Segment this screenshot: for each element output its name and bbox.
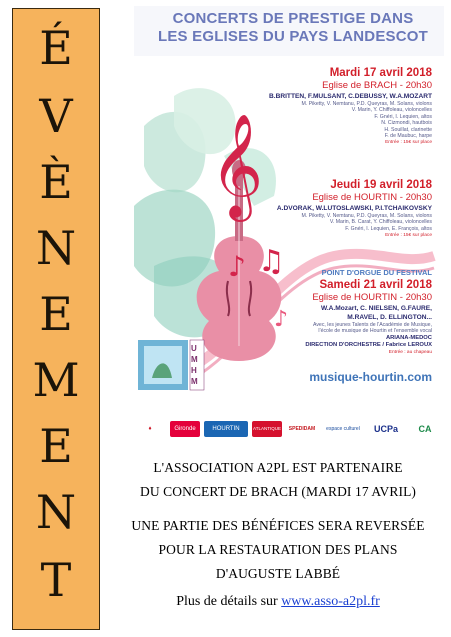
benefit-line-3: D'AUGUSTE LABBÉ — [215, 566, 341, 581]
performer-line: F. Gnéri, I. Lequien, E. François, altos — [345, 225, 432, 232]
banner-letter: V — [39, 89, 73, 143]
concert-date: Samedi 21 avril 2018 — [319, 279, 432, 291]
ensemble-name: ARIANA-MEDOC — [385, 334, 432, 341]
banner-letter: E — [39, 419, 73, 473]
partner-line-1: L'ASSOCIATION A2PL EST PARTENAIRE — [153, 460, 403, 475]
poster-title-line: LES EGLISES DU PAYS LANDESCOT — [157, 28, 428, 45]
more-details — [110, 594, 446, 610]
svg-text:♪: ♪ — [274, 307, 289, 332]
concert-composers: B.BRITTEN, F.MULSANT, C.DEBUSSY, W.A.MOZART — [268, 93, 432, 100]
performer-line: H. Souillat, clarinette — [384, 126, 432, 133]
svg-text:𝄞: 𝄞 — [210, 113, 264, 218]
performer-line: V. Marin, Y. Chiffoleau, violoncelles — [351, 107, 432, 114]
concert-venue: Eglise de HOURTIN - 20h30 — [312, 292, 432, 303]
performer-line: M. Piketty, V. Nemtanu, P.D. Queyras, M. Solans, violons — [301, 213, 432, 219]
svg-text:♫: ♫ — [258, 244, 285, 279]
direction-line: DIRECTION D'ORCHESTRE / Fabrice LEROUX — [305, 341, 432, 348]
banner-letter: N — [35, 221, 77, 275]
concert-venue: Eglise de BRACH - 20h30 — [322, 80, 432, 91]
sponsor-logos — [134, 418, 446, 440]
festival-highlight: POINT D'ORGUE DU FESTIVAL — [321, 268, 432, 277]
concert-venue: Eglise de HOURTIN - 20h30 — [312, 192, 432, 203]
concert-poster — [134, 6, 444, 410]
banner-letter: È — [39, 155, 73, 209]
banner-letter: E — [39, 287, 73, 341]
sponsor-logo: CA — [408, 421, 442, 437]
vertical-banner — [12, 8, 100, 630]
concert-date: Jeudi 19 avril 2018 — [330, 179, 432, 191]
sponsor-logo: ATLANTIQUE — [252, 421, 282, 437]
partner-line-2: DU CONCERT DE BRACH (MARDI 17 AVRIL) — [139, 484, 417, 499]
sponsor-logo: SPEDIDAM — [286, 421, 318, 437]
poster-url: musique-hourtin.com — [309, 370, 432, 384]
poster-title — [148, 10, 438, 46]
concert-price: Entrée : au chapeau — [388, 349, 432, 355]
concert-composers: A.DVORAK, W.LUTOSLAWSKI, P.I.TCHAIKOVSKY — [276, 205, 432, 212]
sponsor-logo: Gironde — [170, 421, 200, 437]
banner-letter: É — [39, 21, 73, 75]
benefit-line-1: UNE PARTIE DES BÉNÉFICES SERA REVERSÉE — [131, 518, 425, 533]
sponsor-logo: ♦ — [134, 421, 166, 437]
sponsor-logo: espace culturel — [322, 421, 364, 437]
concert-3 — [305, 268, 432, 356]
concert-price: Entrée : 15€ sur place — [385, 140, 432, 146]
poster-title-line: CONCERTS DE PRESTIGE DANS — [172, 10, 414, 27]
svg-text:♪: ♪ — [228, 250, 246, 283]
benefit-line-2: POUR LA RESTAURATION DES PLANS — [158, 542, 398, 557]
sponsor-logo: UCPa — [368, 421, 404, 437]
performer-line: M. Piketty, V. Nemtanu, P.D. Queyras, M. Solans, violons — [301, 101, 432, 107]
organizer-logo-text: UMHM — [191, 344, 198, 386]
concert-1 — [269, 66, 432, 146]
concert-price: Entrée : 15€ sur place — [385, 233, 432, 239]
concert-composers: W.A.Mozart, C. NIELSEN, G.FAURE, — [320, 305, 432, 312]
concert-date: Mardi 17 avril 2018 — [329, 67, 432, 79]
banner-letter: T — [40, 553, 72, 607]
more-details-prefix: Plus de détails sur — [176, 594, 278, 609]
concert-composers: M.RAVEL, D. ELLINGTON... — [347, 314, 432, 321]
concert-note: Avec, les jeunes Talents de l'Académie de Musique, — [312, 322, 432, 328]
banner-letter: M — [32, 353, 80, 407]
performer-line: F. de Maubuc, harpe — [384, 133, 432, 140]
performer-line: N. Cizmondi, hautbois — [381, 120, 432, 127]
performer-line: F. Gnéri, I. Lequien, altos — [374, 113, 432, 120]
concert-note: l'école de musique de Hourtin et l'ensemble vocal — [318, 328, 432, 335]
website-link[interactable]: www.asso-a2pl.fr — [281, 594, 380, 609]
banner-letter: N — [35, 485, 77, 539]
sponsor-logo: HOURTIN — [204, 421, 248, 437]
concert-2 — [277, 178, 432, 239]
performer-line: V. Marin, B. Carat, Y. Chiffoleau, violoncelles — [329, 219, 432, 226]
